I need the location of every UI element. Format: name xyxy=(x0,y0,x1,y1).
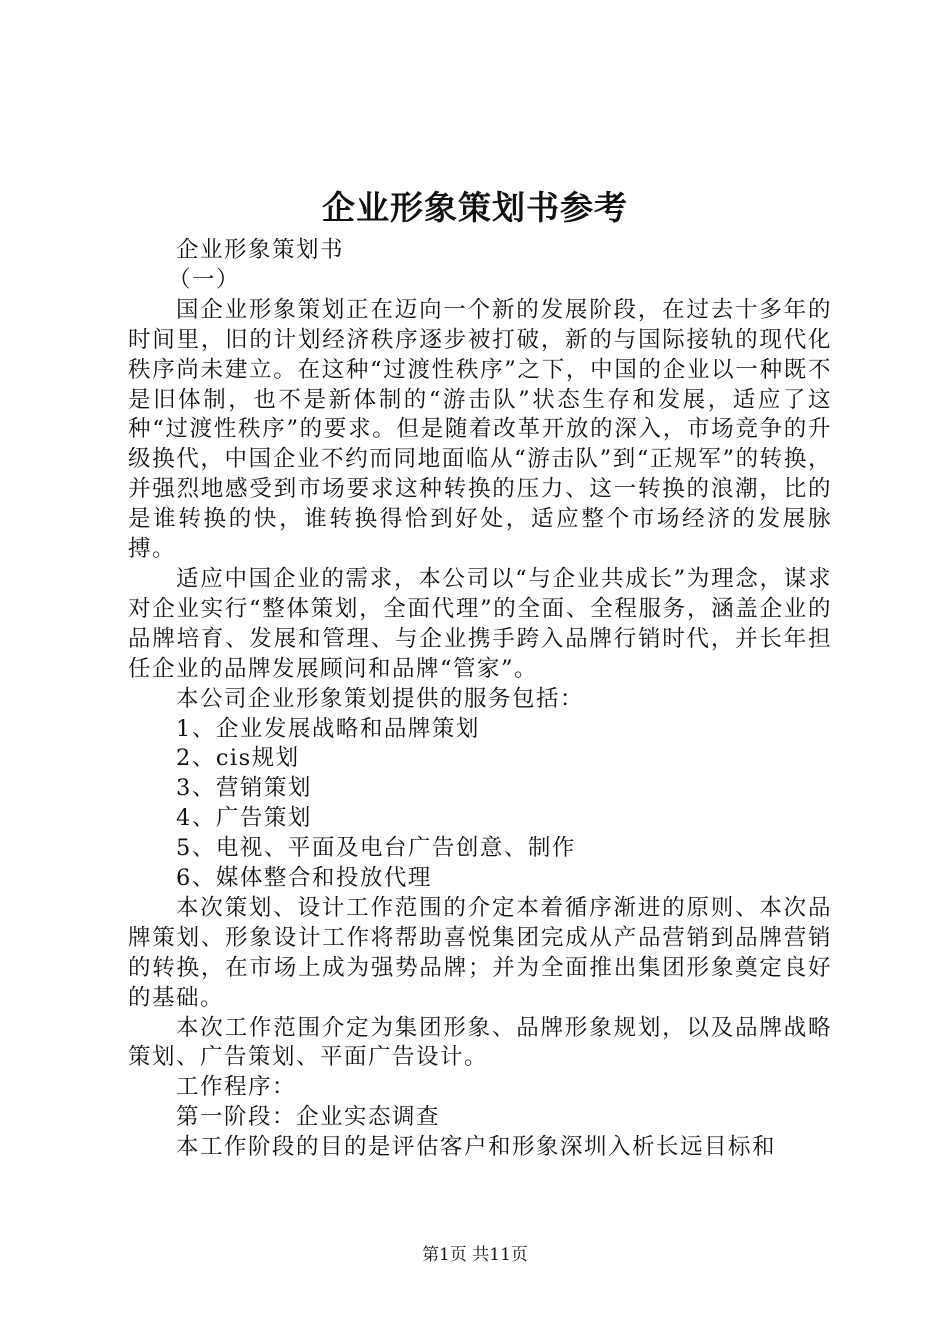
paragraph-procedure-heading: 工作程序： xyxy=(176,1074,297,1101)
paragraph-intro: 国企业形象策划正在迈向一个新的发展阶段，在过去十多年的时间里，旧的计划经济秩序逐步被打破，新的与国际接轨的现代化秩序尚未建立。在这种“过渡性秩序”之下，中国的企业以一种既不是旧体制，也不是新体制的“游击队”状态生存和发展，适应了这种“过渡性秩序”的要求。但是随着改革开放的深入，市场竞争的升级换代，中国企业不约而同地面临从“游击队”到“正规军”的转换，并强烈地感受到市场要求这种转换的压力、这一转换的浪潮，比的是谁转换的快，谁转换得恰到好处，适应整个市场经济的发展脉搏。 xyxy=(128,296,832,563)
list-item: 6、媒体整合和投放代理 xyxy=(176,865,432,892)
paragraph-section-number: （一） xyxy=(168,266,241,293)
list-item: 2、cis规划 xyxy=(176,745,300,772)
paragraph-subtitle: 企业形象策划书 xyxy=(176,237,345,263)
list-item: 5、电视、平面及电台广告创意、制作 xyxy=(176,835,576,862)
list-item: 1、企业发展战略和品牌策划 xyxy=(176,715,480,742)
paragraph-scope-principle: 本次策划、设计工作范围的介定本着循序渐进的原则、本次品牌策划、形象设计工作将帮助喜悦集团完成从产品营销到品牌营销的转换，在市场上成为强势品牌；并为全面推出集团形象奠定良好的基础。 xyxy=(128,894,832,1011)
list-item: 3、营销策划 xyxy=(176,775,312,802)
document-title: 企业形象策划书参考 xyxy=(322,188,628,227)
paragraph-phase-one-goal: 本工作阶段的目的是评估客户和形象深圳入析长远目标和 xyxy=(176,1134,777,1161)
paragraph-services-heading: 本公司企业形象策划提供的服务包括： xyxy=(176,685,585,712)
paragraph-scope-definition: 本次工作范围介定为集团形象、品牌形象规划，以及品牌战略策划、广告策划、平面广告设计。 xyxy=(128,1014,832,1071)
document-body xyxy=(128,236,832,1163)
page-footer: 第1页 共11页 xyxy=(422,1245,528,1265)
paragraph-phase-one: 第一阶段：企业实态调查 xyxy=(176,1104,441,1131)
list-item: 4、广告策划 xyxy=(176,805,312,832)
paragraph-mission: 适应中国企业的需求，本公司以“与企业共成长”为理念，谋求对企业实行“整体策划，全面代理”的全面、全程服务，涵盖企业的品牌培育、发展和管理、与企业携手跨入品牌行销时代，并长年担任企业的品牌发展顾问和品牌“管家”。 xyxy=(128,565,832,682)
